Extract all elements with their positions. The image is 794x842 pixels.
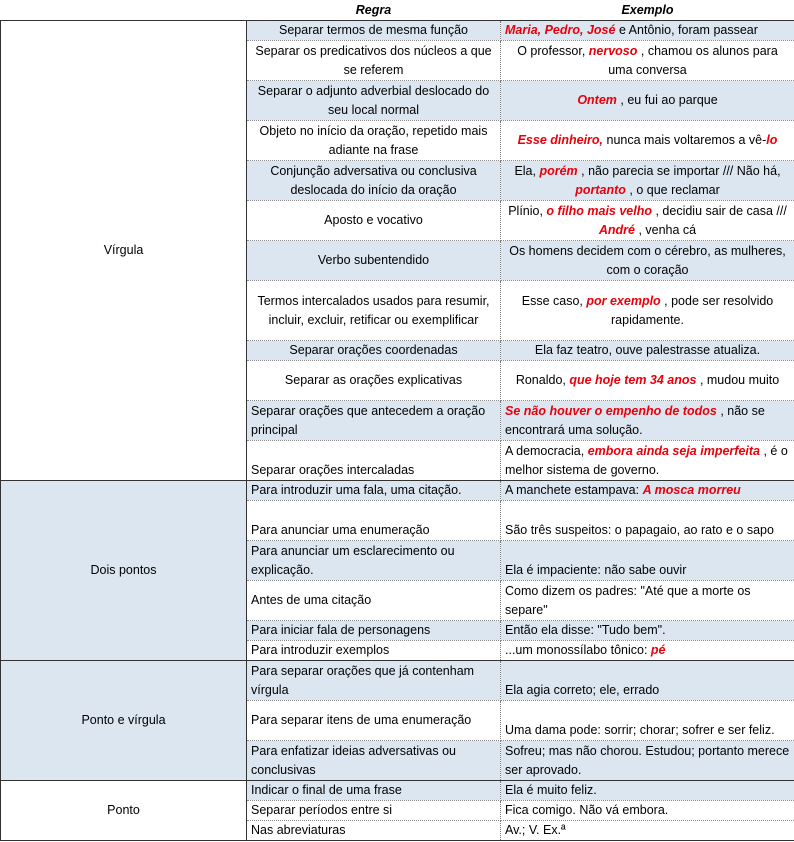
rule-cell: Para anunciar uma enumeração — [247, 501, 501, 541]
example-text: Ela, — [514, 163, 540, 178]
rule-cell: Para enfatizar ideias adversativas ou conclusivas — [247, 741, 501, 781]
rule-cell: Termos intercalados usados para resumir, incluir, excluir, retificar ou exemplificar — [247, 281, 501, 341]
rule-cell: Conjunção adversativa ou conclusiva deslocada do início da oração — [247, 161, 501, 201]
rule-cell: Separar termos de mesma função — [247, 21, 501, 41]
example-text: Fica comigo. Não vá embora. — [505, 803, 669, 817]
example-text: , decidiu sair de casa /// — [652, 203, 787, 218]
example-text: Ela é impaciente: não sabe ouvir — [505, 563, 687, 577]
example-highlight: Ontem — [577, 93, 617, 107]
example-highlight: nervoso — [588, 43, 638, 58]
example-highlight: Esse dinheiro, — [517, 133, 604, 147]
example-cell — [501, 361, 794, 401]
category-cell: Dois pontos — [1, 481, 247, 661]
example-text: , mudou muito — [696, 373, 780, 387]
rule-cell: Separar orações coordenadas — [247, 341, 501, 361]
rule-cell: Para iniciar fala de personagens — [247, 621, 501, 641]
rule-cell: Para introduzir exemplos — [247, 641, 501, 661]
example-highlight: embora ainda seja imperfeita — [587, 444, 760, 458]
example-cell — [501, 581, 794, 621]
example-cell — [501, 41, 794, 81]
example-cell — [501, 801, 794, 821]
example-text: Av.; V. Ex.ª — [505, 823, 566, 837]
example-text: A manchete estampava: — [505, 483, 643, 497]
rule-cell: Separar as orações explicativas — [247, 361, 501, 401]
example-cell — [501, 401, 794, 441]
rule-cell: Para introduzir uma fala, uma citação. — [247, 481, 501, 501]
category-cell: Vírgula — [1, 21, 247, 481]
example-cell — [501, 821, 794, 841]
example-cell — [501, 281, 794, 341]
example-text: Sofreu; mas não chorou. Estudou; portanto merece ser aprovado. — [505, 744, 790, 777]
example-text: O professor, — [517, 43, 589, 58]
example-text: , pode ser resolvido rapidamente. — [611, 293, 774, 327]
example-text: Então ela disse: "Tudo bem". — [505, 623, 666, 637]
example-text: nunca mais voltaremos a vê- — [603, 133, 767, 147]
example-text: Ela faz teatro, ouve palestrasse atualiza. — [534, 343, 761, 357]
example-highlight: André — [598, 222, 635, 237]
rule-cell: Para separar orações que já contenham vírgula — [247, 661, 501, 701]
header-row — [1, 0, 794, 21]
example-highlight: porém — [539, 163, 578, 178]
rule-cell: Nas abreviaturas — [247, 821, 501, 841]
header-exemplo: Exemplo — [501, 0, 794, 21]
example-cell — [501, 741, 794, 781]
rule-cell: Separar os predicativos dos núcleos a que se referem — [247, 41, 501, 81]
category-cell: Ponto e vírgula — [1, 661, 247, 781]
example-highlight: o filho mais velho — [546, 203, 652, 218]
example-text: A democracia, — [505, 444, 588, 458]
rule-cell: Separar o adjunto adverbial deslocado do seu local normal — [247, 81, 501, 121]
example-highlight: Se não houver o empenho de todos — [505, 404, 717, 418]
example-cell — [501, 81, 794, 121]
example-cell — [501, 541, 794, 581]
example-text: e Antônio, foram passear — [615, 23, 758, 37]
example-cell — [501, 161, 794, 201]
rule-cell: Separar orações intercaladas — [247, 441, 501, 481]
example-text: São três suspeitos: o papagaio, ao rato e o sapo — [505, 523, 774, 537]
example-text: Os homens decidem com o cérebro, as mulheres, com o coração — [509, 243, 786, 277]
example-highlight: por exemplo — [586, 293, 661, 308]
rule-cell: Para anunciar um esclarecimento ou explicação. — [247, 541, 501, 581]
example-highlight: A mosca morreu — [642, 483, 741, 497]
example-cell — [501, 121, 794, 161]
example-text: Plínio, — [508, 203, 547, 218]
example-highlight: Maria, Pedro, José — [505, 23, 616, 37]
example-cell — [501, 621, 794, 641]
example-text: , não parecia se importar /// Não há, — [577, 163, 781, 178]
example-text: Como dizem os padres: "Até que a morte os separe" — [505, 584, 751, 617]
example-text: Ronaldo, — [515, 373, 570, 387]
example-cell — [501, 641, 794, 661]
table-row — [1, 481, 794, 501]
rule-cell: Aposto e vocativo — [247, 201, 501, 241]
example-cell — [501, 781, 794, 801]
example-text: , chamou os alunos para uma conversa — [608, 43, 778, 77]
example-text: ...um monossílabo tônico: — [505, 643, 651, 657]
example-cell — [501, 701, 794, 741]
example-cell — [501, 661, 794, 701]
table-row — [1, 781, 794, 801]
example-highlight: portanto — [575, 182, 626, 197]
rule-cell: Separar períodos entre si — [247, 801, 501, 821]
rule-cell: Separar orações que antecedem a oração principal — [247, 401, 501, 441]
rule-cell: Antes de uma citação — [247, 581, 501, 621]
example-text: , venha cá — [634, 222, 697, 237]
example-text: Esse caso, — [521, 293, 587, 308]
example-highlight: pé — [650, 643, 666, 657]
example-text: , não se encontrará uma solução. — [505, 404, 765, 437]
example-cell — [501, 501, 794, 541]
table-body — [1, 21, 794, 841]
example-text: Ela agia correto; ele, errado — [505, 683, 660, 697]
table-row — [1, 661, 794, 701]
example-cell — [501, 201, 794, 241]
example-text: Uma dama pode: sorrir; chorar; sofrer e ser feliz. — [505, 723, 775, 737]
example-text: , eu fui ao parque — [616, 93, 718, 107]
table-row — [1, 21, 794, 41]
example-cell — [501, 481, 794, 501]
rule-cell: Para separar itens de uma enumeração — [247, 701, 501, 741]
example-text: , é o melhor sistema de governo. — [505, 444, 788, 477]
rule-cell: Verbo subentendido — [247, 241, 501, 281]
example-text: , o que reclamar — [625, 182, 720, 197]
rule-cell: Objeto no início da oração, repetido mais adiante na frase — [247, 121, 501, 161]
example-cell — [501, 341, 794, 361]
example-cell — [501, 21, 794, 41]
example-cell — [501, 441, 794, 481]
example-text: Ela é muito feliz. — [505, 783, 597, 797]
example-highlight: que hoje tem 34 anos — [569, 373, 697, 387]
header-regra: Regra — [247, 0, 501, 21]
category-cell: Ponto — [1, 781, 247, 841]
example-highlight: lo — [766, 133, 778, 147]
header-empty — [1, 0, 247, 21]
rule-cell: Indicar o final de uma frase — [247, 781, 501, 801]
example-cell — [501, 241, 794, 281]
